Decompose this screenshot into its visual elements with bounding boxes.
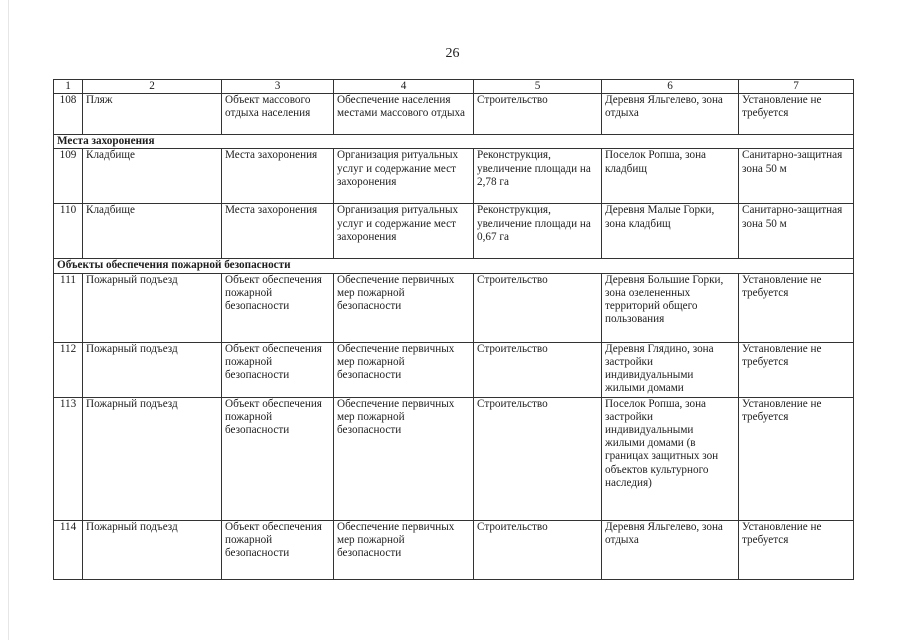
location-cell: Деревня Яльгелево, зона отдыха: [602, 520, 739, 579]
object-purpose-cell: Организация ритуальных услуг и содержание мест захоронения: [334, 149, 474, 204]
object-type-cell: Объект массового отдыха населения: [222, 94, 334, 135]
section-title: Места захоронения: [54, 135, 854, 149]
page-number: 26: [445, 46, 460, 61]
document-sheet: [53, 79, 853, 580]
object-type-cell: Места захоронения: [222, 149, 334, 204]
column-number: 7: [739, 80, 854, 94]
restriction-zone-cell: Санитарно-защитная зона 50 м: [739, 149, 854, 204]
restriction-zone-cell: Установление не требуется: [739, 520, 854, 579]
column-number: 4: [334, 80, 474, 94]
table-body: [54, 80, 854, 580]
object-name-cell: Пожарный подъезд: [83, 342, 222, 397]
row-number-cell: 114: [54, 520, 83, 579]
row-number-cell: 108: [54, 94, 83, 135]
planned-action-cell: Строительство: [474, 273, 602, 342]
restriction-zone-cell: Установление не требуется: [739, 397, 854, 520]
restriction-zone-cell: Установление не требуется: [739, 342, 854, 397]
planned-action-cell: Строительство: [474, 397, 602, 520]
column-number: 3: [222, 80, 334, 94]
object-purpose-cell: Обеспечение первичных мер пожарной безопасности: [334, 273, 474, 342]
object-type-cell: Объект обеспечения пожарной безопасности: [222, 273, 334, 342]
planned-action-cell: Строительство: [474, 520, 602, 579]
section-title: Объекты обеспечения пожарной безопасности: [54, 259, 854, 273]
object-name-cell: Пожарный подъезд: [83, 397, 222, 520]
table-row: [54, 397, 854, 520]
planned-action-cell: Реконструкция, увеличение площади на 2,78 га: [474, 149, 602, 204]
table-row: [54, 94, 854, 135]
object-name-cell: Кладбище: [83, 149, 222, 204]
row-number-cell: 112: [54, 342, 83, 397]
object-purpose-cell: Обеспечение первичных мер пожарной безопасности: [334, 397, 474, 520]
column-number-row: [54, 80, 854, 94]
location-cell: Деревня Глядино, зона застройки индивидуальными жилыми домами: [602, 342, 739, 397]
object-type-cell: Объект обеспечения пожарной безопасности: [222, 397, 334, 520]
object-name-cell: Пожарный подъезд: [83, 273, 222, 342]
table-row: [54, 273, 854, 342]
table-row: [54, 342, 854, 397]
column-number: 5: [474, 80, 602, 94]
object-type-cell: Объект обеспечения пожарной безопасности: [222, 520, 334, 579]
planned-action-cell: Строительство: [474, 342, 602, 397]
object-purpose-cell: Обеспечение первичных мер пожарной безопасности: [334, 520, 474, 579]
location-cell: Поселок Ропша, зона кладбищ: [602, 149, 739, 204]
table-row: [54, 204, 854, 259]
column-number: 1: [54, 80, 83, 94]
object-name-cell: Кладбище: [83, 204, 222, 259]
planned-action-cell: Реконструкция, увеличение площади на 0,67 га: [474, 204, 602, 259]
object-name-cell: Пожарный подъезд: [83, 520, 222, 579]
planning-table: [53, 79, 854, 580]
location-cell: Деревня Большие Горки, зона озелененных территорий общего пользования: [602, 273, 739, 342]
row-number-cell: 109: [54, 149, 83, 204]
location-cell: Поселок Ропша, зона застройки индивидуальными жилыми домами (в границах защитных зон объектов культурного наследия): [602, 397, 739, 520]
column-number: 2: [83, 80, 222, 94]
object-purpose-cell: Обеспечение населения местами массового отдыха: [334, 94, 474, 135]
table-row: [54, 520, 854, 579]
column-number: 6: [602, 80, 739, 94]
planned-action-cell: Строительство: [474, 94, 602, 135]
location-cell: Деревня Яльгелево, зона отдыха: [602, 94, 739, 135]
object-type-cell: Места захоронения: [222, 204, 334, 259]
object-purpose-cell: Обеспечение первичных мер пожарной безопасности: [334, 342, 474, 397]
row-number-cell: 111: [54, 273, 83, 342]
object-purpose-cell: Организация ритуальных услуг и содержание мест захоронения: [334, 204, 474, 259]
table-row: [54, 149, 854, 204]
restriction-zone-cell: Установление не требуется: [739, 94, 854, 135]
object-type-cell: Объект обеспечения пожарной безопасности: [222, 342, 334, 397]
section-header-row: [54, 135, 854, 149]
object-name-cell: Пляж: [83, 94, 222, 135]
row-number-cell: 113: [54, 397, 83, 520]
location-cell: Деревня Малые Горки, зона кладбищ: [602, 204, 739, 259]
section-header-row: [54, 259, 854, 273]
restriction-zone-cell: Установление не требуется: [739, 273, 854, 342]
restriction-zone-cell: Санитарно-защитная зона 50 м: [739, 204, 854, 259]
row-number-cell: 110: [54, 204, 83, 259]
scan-edge-left: [8, 0, 9, 640]
